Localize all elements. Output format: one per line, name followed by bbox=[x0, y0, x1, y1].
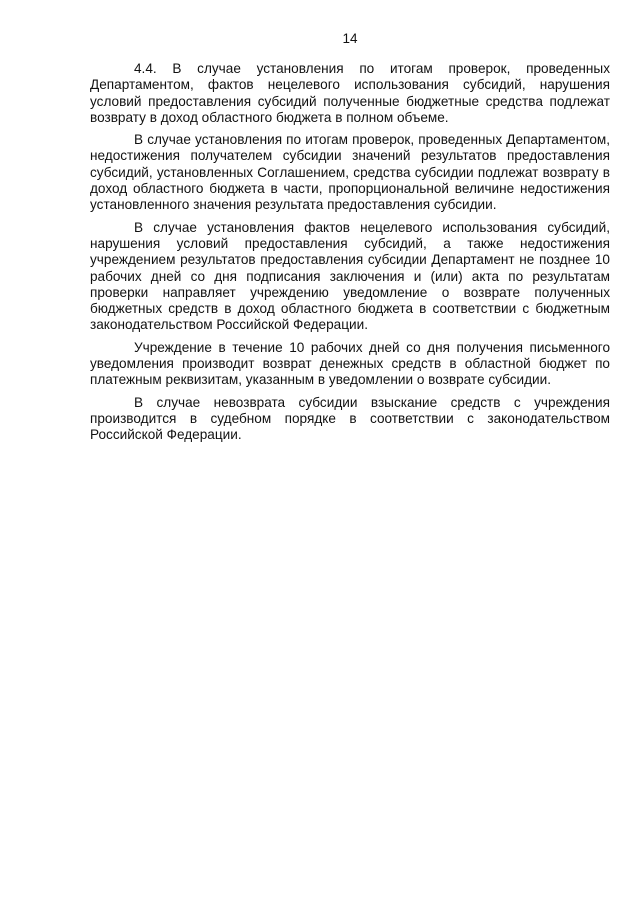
document-body bbox=[90, 61, 610, 450]
paragraph-refund-term: Учреждение в течение 10 рабочих дней со дня получения письменного уведомления производит возврат денежных средств в областной бюджет по платежным реквизитам, указанным в уведомлении о возврате субсидии. bbox=[90, 339, 610, 388]
paragraph-notification: В случае установления фактов нецелевого использования субсидий, нарушения условий предоставления субсидий, а также недостижения учреждением результатов предоставления субсидии Департамент не позднее 10 рабочих дней со дня подписания заключения и (или) акта по результатам проверки направляет учреждению уведомление о возврате полученных бюджетных средств в доход областного бюджета в соответствии с бюджетным законодательством Российской Федерации. bbox=[90, 219, 610, 333]
paragraph-results-shortfall: В случае установления по итогам проверок, проведенных Департаментом, недостижения получателем субсидии значений результатов предоставления субсидий, установленных Соглашением, средства субсидии подлежат возврату в доход областного бюджета в части, пропорциональной величине недостижения установленного значения результата предоставления субсидии. bbox=[90, 132, 610, 213]
paragraph-court-recovery: В случае невозврата субсидии взыскание средств с учреждения производится в судебном порядке в соответствии с законодательством Российской Федерации. bbox=[90, 394, 610, 443]
paragraph-4-4: 4.4. В случае установления по итогам проверок, проведенных Департаментом, фактов нецелевого использования субсидий, нарушения условий предоставления субсидий полученные бюджетные средства подлежат возврату в доход областного бюджета в полном объеме. bbox=[90, 61, 610, 125]
page-number: 14 bbox=[342, 31, 358, 46]
